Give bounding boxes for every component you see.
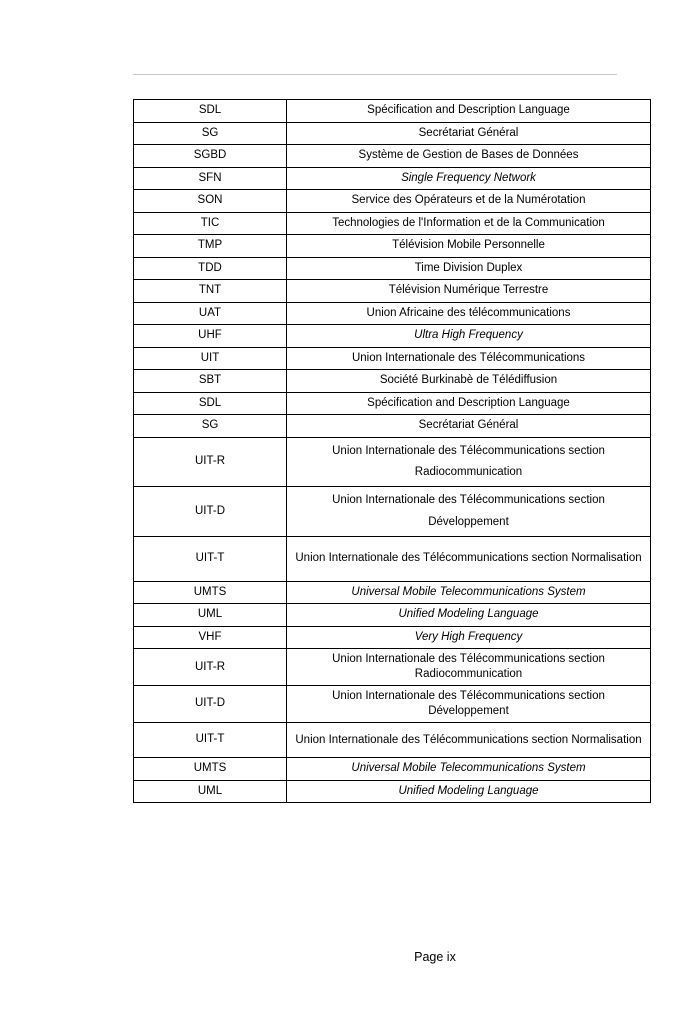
table-row [134,392,651,415]
abbreviation-cell: UAT [134,302,287,325]
abbreviation-cell: SG [134,122,287,145]
page-footer [0,950,700,964]
abbreviation-cell: SDL [134,100,287,123]
abbreviation-cell: SBT [134,370,287,393]
table-row [134,325,651,348]
table-row [134,686,651,723]
table-row [134,723,651,758]
meaning-cell: Union Internationale des Télécommunications section Normalisation [287,536,651,581]
table-row [134,437,651,487]
glossary-table-container [133,99,642,803]
meaning-cell: Very High Frequency [287,626,651,649]
meaning-cell: Secrétariat Général [287,122,651,145]
table-row [134,487,651,537]
abbreviation-cell: UIT-R [134,437,287,487]
meaning-cell: Spécification and Description Language [287,100,651,123]
table-row [134,145,651,168]
table-row [134,302,651,325]
table-row [134,649,651,686]
table-row [134,212,651,235]
meaning-cell: Union Internationale des Télécommunications section Radiocommunication [287,437,651,487]
meaning-cell: Universal Mobile Telecommunications System [287,758,651,781]
page-number-label: Page ix [414,950,456,964]
table-row [134,581,651,604]
table-row [134,604,651,627]
abbreviation-cell: UML [134,780,287,803]
meaning-cell: Union Internationale des Télécommunications section Radiocommunication [287,649,651,686]
glossary-table [133,99,651,803]
abbreviation-cell: VHF [134,626,287,649]
meaning-cell: Société Burkinabè de Télédiffusion [287,370,651,393]
table-row [134,780,651,803]
meaning-cell: Single Frequency Network [287,167,651,190]
header-rule [133,74,617,75]
abbreviation-cell: UIT-R [134,649,287,686]
meaning-cell: Technologies de l'Information et de la Communication [287,212,651,235]
table-row [134,122,651,145]
meaning-cell: Union Internationale des Télécommunications section Développement [287,686,651,723]
abbreviation-cell: UMTS [134,758,287,781]
table-row [134,536,651,581]
meaning-cell: Time Division Duplex [287,257,651,280]
table-row [134,190,651,213]
meaning-cell: Service des Opérateurs et de la Numérotation [287,190,651,213]
abbreviation-cell: SON [134,190,287,213]
abbreviation-cell: UML [134,604,287,627]
table-row [134,415,651,438]
table-row [134,280,651,303]
meaning-cell: Unified Modeling Language [287,780,651,803]
table-row [134,257,651,280]
meaning-cell: Union Africaine des télécommunications [287,302,651,325]
meaning-cell: Spécification and Description Language [287,392,651,415]
meaning-cell: Union Internationale des Télécommunications section Développement [287,487,651,537]
meaning-cell: Télévision Mobile Personnelle [287,235,651,258]
abbreviation-cell: UIT-T [134,723,287,758]
meaning-cell: Ultra High Frequency [287,325,651,348]
table-row [134,347,651,370]
table-row [134,100,651,123]
abbreviation-cell: TDD [134,257,287,280]
table-row [134,370,651,393]
table-row [134,626,651,649]
abbreviation-cell: UIT [134,347,287,370]
abbreviation-cell: TMP [134,235,287,258]
meaning-cell: Union Internationale des Télécommunications [287,347,651,370]
abbreviation-cell: UHF [134,325,287,348]
abbreviation-cell: UIT-D [134,487,287,537]
abbreviation-cell: SDL [134,392,287,415]
abbreviation-cell: SG [134,415,287,438]
abbreviation-cell: TIC [134,212,287,235]
table-row [134,167,651,190]
meaning-cell: Secrétariat Général [287,415,651,438]
abbreviation-cell: UIT-T [134,536,287,581]
abbreviation-cell: SFN [134,167,287,190]
abbreviation-cell: SGBD [134,145,287,168]
abbreviation-cell: UIT-D [134,686,287,723]
meaning-cell: Universal Mobile Telecommunications System [287,581,651,604]
table-row [134,235,651,258]
abbreviation-cell: TNT [134,280,287,303]
abbreviation-cell: UMTS [134,581,287,604]
meaning-cell: Unified Modeling Language [287,604,651,627]
meaning-cell: Système de Gestion de Bases de Données [287,145,651,168]
meaning-cell: Union Internationale des Télécommunications section Normalisation [287,723,651,758]
meaning-cell: Télévision Numérique Terrestre [287,280,651,303]
table-row [134,758,651,781]
glossary-table-body [134,100,651,803]
